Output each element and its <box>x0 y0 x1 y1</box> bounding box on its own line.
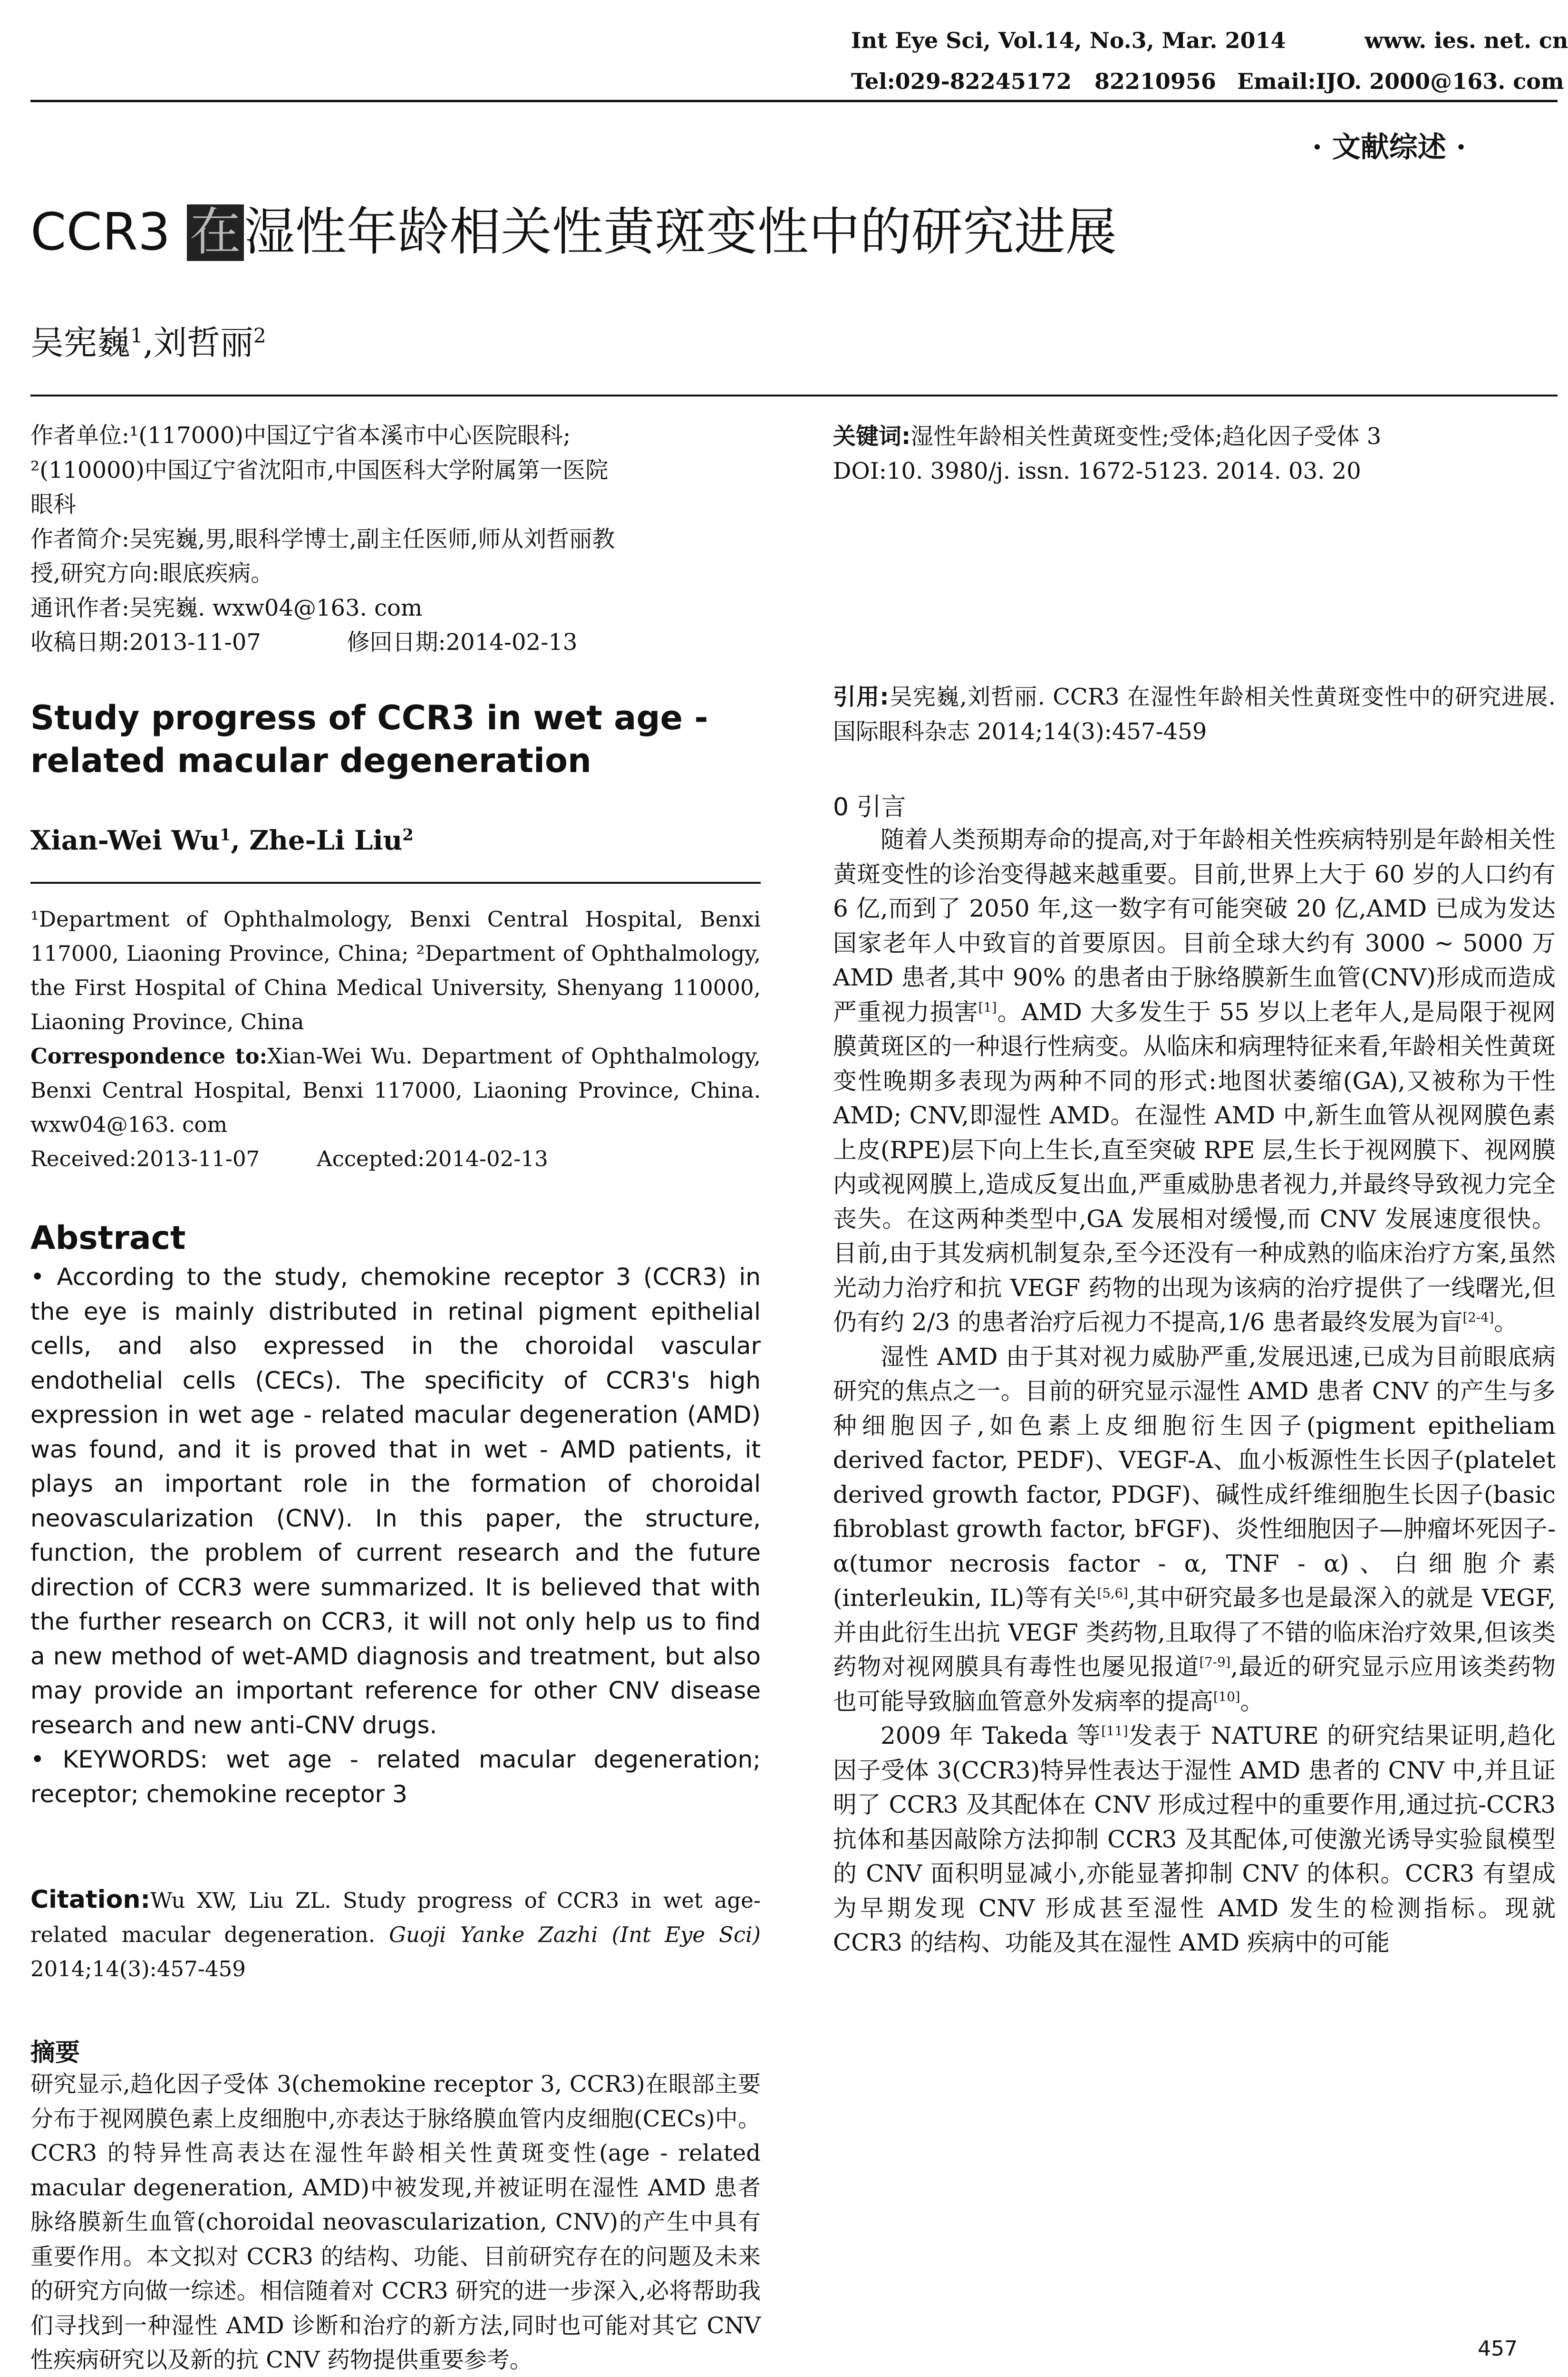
journal-tel: Tel:029-82245172 82210956 <box>851 68 1216 94</box>
intro-p1-text: 随着人类预期寿命的提高,对于年龄相关性疾病特别是年龄相关性黄斑变性的诊治变得越来越重要。目前,世界上大于 60 岁的人口约有 6 亿,而到了 2050 年,这一数字有可能突破 20 亿,AMD 已成为发达国家老年人中致盲的首要原因。目前全球大约有 3000 ~ 5000 万 AMD 患者,其中 90% 的患者由于脉络膜新生血管(CNV)形成而造成严重视力损害 <box>833 826 1556 1026</box>
intro-p1-text: 。AMD 大多发生于 55 岁以上老年人,是局限于视网膜黄斑区的一种退行性病变。从临床和病理特征来看,年龄相关性黄斑变性晚期多表现为两种不同的形式:地图状萎缩(GA),又被称为干性 AMD; CNV,即湿性 AMD。在湿性 AMD 中,新生血管从视网膜色素上皮(RPE)层下向上生长,直至突破 RPE 层,生长于视网膜下、视网膜内或视网膜上,造成反复出血,严重威胁患者视力,并最终导致视力完全丧失。在这两种类型中,GA 发展相对缓慢,而 CNV 发展速度很快。目前,由于其发病机制复杂,至今还没有一种成熟的临床治疗方案,虽然光动力治疗和抗 VEGF 药物的出现为该病的治疗提供了一线曙光,但仍有约 2/3 的患者治疗后视力不提高,1/6 患者最终发展为盲 <box>833 998 1556 1336</box>
intro-p2-text: ,其中研究最多也是最深入的就是 VEGF,并由此衍生出抗 VEGF 类药物,且取得了不错的临床治疗效果,但该类药物对视网膜具有毒性也屡见报道 <box>833 1584 1556 1681</box>
intro-paragraph-1 <box>833 822 1556 1340</box>
english-citation <box>30 1883 761 1986</box>
reference-mark: [11] <box>1101 1723 1128 1739</box>
english-title <box>30 696 761 782</box>
correspondence <box>30 1039 761 1142</box>
dates-cn <box>30 625 761 660</box>
author-bio-line: 授,研究方向:眼底疾病。 <box>30 560 274 587</box>
page-number: 457 <box>1478 2337 1518 2361</box>
intro-heading: 0 引言 <box>833 793 906 821</box>
citation-cn-label: 引用: <box>833 684 889 710</box>
authors-cn <box>30 316 266 364</box>
english-authors-rule <box>30 882 761 884</box>
chinese-abstract-text: 研究显示,趋化因子受体 3(chemokine receptor 3, CCR3)在眼部主要分布于视网膜色素上皮细胞中,亦表达于脉络膜血管内皮细胞(CECs)中。CCR3 的特异性高表达在湿性年龄相关性黄斑变性(age - related macular degeneration, AMD)中被发现,并被证明在湿性 AMD 患者脉络膜新生血管(choroidal neovascularization, CNV)的产生中具有重要作用。本文拟对 CCR3 的结构、功能、目前研究存在的问题及未来的研究方向做一综述。相信随着对 CCR3 研究的进一步深入,必将帮助我们寻找到一种湿性 AMD 诊断和治疗的新方法,同时也可能对其它 CNV 性疾病研究以及新的抗 CNV 药物提供重要参考。 <box>30 2071 761 2373</box>
english-received: Received:2013-11-07 <box>30 1146 260 1171</box>
abstract-keywords: • KEYWORDS: wet age - related macular degeneration; receptor; chemokine receptor 3 <box>30 1746 761 1808</box>
english-author-1: Xian-Wei Wu <box>30 825 220 856</box>
section-label: · 文献综述 · <box>1312 131 1466 164</box>
corresponding-author: 通讯作者:吴宪巍. wxw04@163. com <box>30 594 423 621</box>
citation-cn <box>833 680 1556 749</box>
reference-mark: [2-4] <box>1462 1310 1494 1325</box>
author-2: 刘哲丽 <box>154 323 253 362</box>
citation-label: Citation: <box>30 1885 151 1914</box>
chinese-abstract-continued <box>833 419 1556 488</box>
affiliation-line: 作者单位:¹(117000)中国辽宁省本溪市中心医院眼科; <box>30 422 571 449</box>
intro-p2-text: ,最近的研究显示应用该类药物也可能导致脑血管意外发病率的提高 <box>833 1653 1556 1715</box>
english-dates <box>30 1142 761 1176</box>
title-rule <box>30 395 1558 396</box>
reference-mark: [1] <box>978 999 997 1015</box>
keywords-cn-text: 湿性年龄相关性黄斑变性;受体;趋化因子受体 3 <box>910 423 1382 450</box>
chinese-abstract-left <box>30 2067 761 2373</box>
citation-journal: Guoji Yanke Zazhi (Int Eye Sci) <box>389 1922 761 1947</box>
intro-paragraph-2 <box>833 1340 1556 1719</box>
intro-p3-text: 发表于 NATURE 的研究结果证明,趋化因子受体 3(CCR3)特异性表达于湿性 AMD 患者的 CNV 中,并且证明了 CCR3 及其配体在 CNV 形成过程中的重要作用,通过抗-CCR3 抗体和基因敲除方法抑制 CCR3 及其配体,可使激光诱导实验鼠模型的 CNV 面积明显减小,亦能显著抑制 CNV 的体积。CCR3 有望成为早期发现 CNV 形成甚至湿性 AMD 发生的检测指标。现就 CCR3 的结构、功能及其在湿性 AMD 疾病中的可能 <box>833 1722 1556 1956</box>
title-boxed-char: 在 <box>187 204 244 261</box>
affiliation-line: ²(110000)中国辽宁省沈阳市,中国医科大学附属第一医院 <box>30 456 609 483</box>
reference-mark: [7-9] <box>1199 1654 1231 1670</box>
chinese-abstract-heading: 摘要 <box>30 2039 80 2067</box>
author-1: 吴宪巍 <box>30 323 130 362</box>
intro-paragraph-3 <box>833 1719 1556 1960</box>
affiliation-line: 眼科 <box>30 491 77 518</box>
page-title <box>30 204 1117 261</box>
english-abstract <box>30 1260 761 1811</box>
english-title-line: Study progress of CCR3 in wet age - <box>30 698 708 737</box>
author-2-mark: 2 <box>253 324 266 348</box>
english-affiliation: ¹Department of Ophthalmology, Benxi Central Hospital, Benxi 117000, Liaoning Province, China; ²Department of Ophthalmology, the First Hospital of China Medical University, Shenyang 110000, Liaoning Province, China <box>30 907 761 1034</box>
received-date-cn: 收稿日期:2013-11-07 <box>30 629 261 656</box>
title-prefix: CCR3 <box>30 203 187 262</box>
intro-p2-text: 湿性 AMD 由于其对视力威胁严重,发展迅速,已成为目前眼底病研究的焦点之一。目前的研究显示湿性 AMD 患者 CNV 的产生与多种细胞因子,如色素上皮细胞衍生因子(pigment epitheliam derived factor, PEDF)、VEGF-A、血小板源性生长因子(platelet derived growth factor, PDGF)、碱性成纤维细胞生长因子(basic fibroblast growth factor, bFGF)、炎性细胞因子—肿瘤坏死因子-α(tumor necrosis factor - α, TNF - α)、白细胞介素(interleukin, IL)等有关 <box>833 1343 1556 1612</box>
journal-website: www. ies. net. cn <box>1365 28 1568 53</box>
header-rule <box>30 100 1558 102</box>
english-author-2-mark: 2 <box>402 825 414 844</box>
english-meta <box>30 902 761 1176</box>
reference-mark: [10] <box>1213 1689 1240 1704</box>
correspondence-text: Xian-Wei Wu. Department of Ophthalmology, Benxi Central Hospital, Benxi 117000, Liaoning Province, China. wxw04@163. com <box>30 1044 761 1137</box>
author-separator: , <box>143 323 154 362</box>
doi: DOI:10. 3980/j. issn. 1672-5123. 2014. 03. 20 <box>833 457 1361 484</box>
journal-info: Int Eye Sci, Vol.14, No.3, Mar. 2014 <box>851 28 1286 53</box>
intro-p3-text: 2009 年 Takeda 等 <box>881 1722 1102 1749</box>
abstract-text: • According to the study, chemokine receptor 3 (CCR3) in the eye is mainly distributed in retinal pigment epithelial cells, and also expressed in the choroidal vascular endothelial cells (CECs). The specificity of CCR3's high expression in wet age - related macular degeneration (AMD) was found, and it is proved that in wet - AMD patients, it plays an important role in the formation of choroidal neovascularization (CNV). In this paper, the structure, function, the problem of current research and the future direction of CCR3 were summarized. It is believed that with the further research on CCR3, it will not only help us to find a new method of wet-AMD diagnosis and treatment, but also may provide an important reference for other CNV disease research and new anti-CNV drugs. <box>30 1263 761 1739</box>
intro-p1-text: 。 <box>1494 1308 1518 1336</box>
revised-date-cn: 修回日期:2014-02-13 <box>347 629 578 656</box>
intro-body <box>833 822 1556 1960</box>
correspondence-label: Correspondence to: <box>30 1044 268 1069</box>
citation-cn-text: 吴宪巍,刘哲丽. CCR3 在湿性年龄相关性黄斑变性中的研究进展. 国际眼科杂志 2014;14(3):457-459 <box>833 684 1556 745</box>
citation-text: Wu XW, Liu ZL. Study progress of CCR3 in wet age-related macular degeneration. <box>30 1888 761 1947</box>
english-accepted: Accepted:2014-02-13 <box>317 1146 548 1171</box>
author-bio-line: 作者简介:吴宪巍,男,眼科学博士,副主任医师,师从刘哲丽教 <box>30 525 615 552</box>
english-authors <box>30 825 761 856</box>
english-author-1-mark: 1 <box>219 825 231 844</box>
reference-mark: [5,6] <box>1097 1585 1128 1601</box>
keywords-cn <box>833 419 1556 454</box>
citation-tail: 2014;14(3):457-459 <box>30 1956 246 1981</box>
abstract-heading: Abstract <box>30 1219 186 1257</box>
title-rest: 湿性年龄相关性黄斑变性中的研究进展 <box>243 203 1117 262</box>
english-author-sep: , <box>231 825 250 856</box>
journal-email: Email:IJO. 2000@163. com <box>1237 68 1564 94</box>
affiliation-cn <box>30 418 761 660</box>
author-1-mark: 1 <box>130 324 143 348</box>
keywords-cn-label: 关键词: <box>833 423 911 450</box>
english-author-2: Zhe-Li Liu <box>249 825 403 856</box>
english-title-line: related macular degeneration <box>30 741 591 780</box>
intro-p2-text: 。 <box>1240 1687 1264 1715</box>
